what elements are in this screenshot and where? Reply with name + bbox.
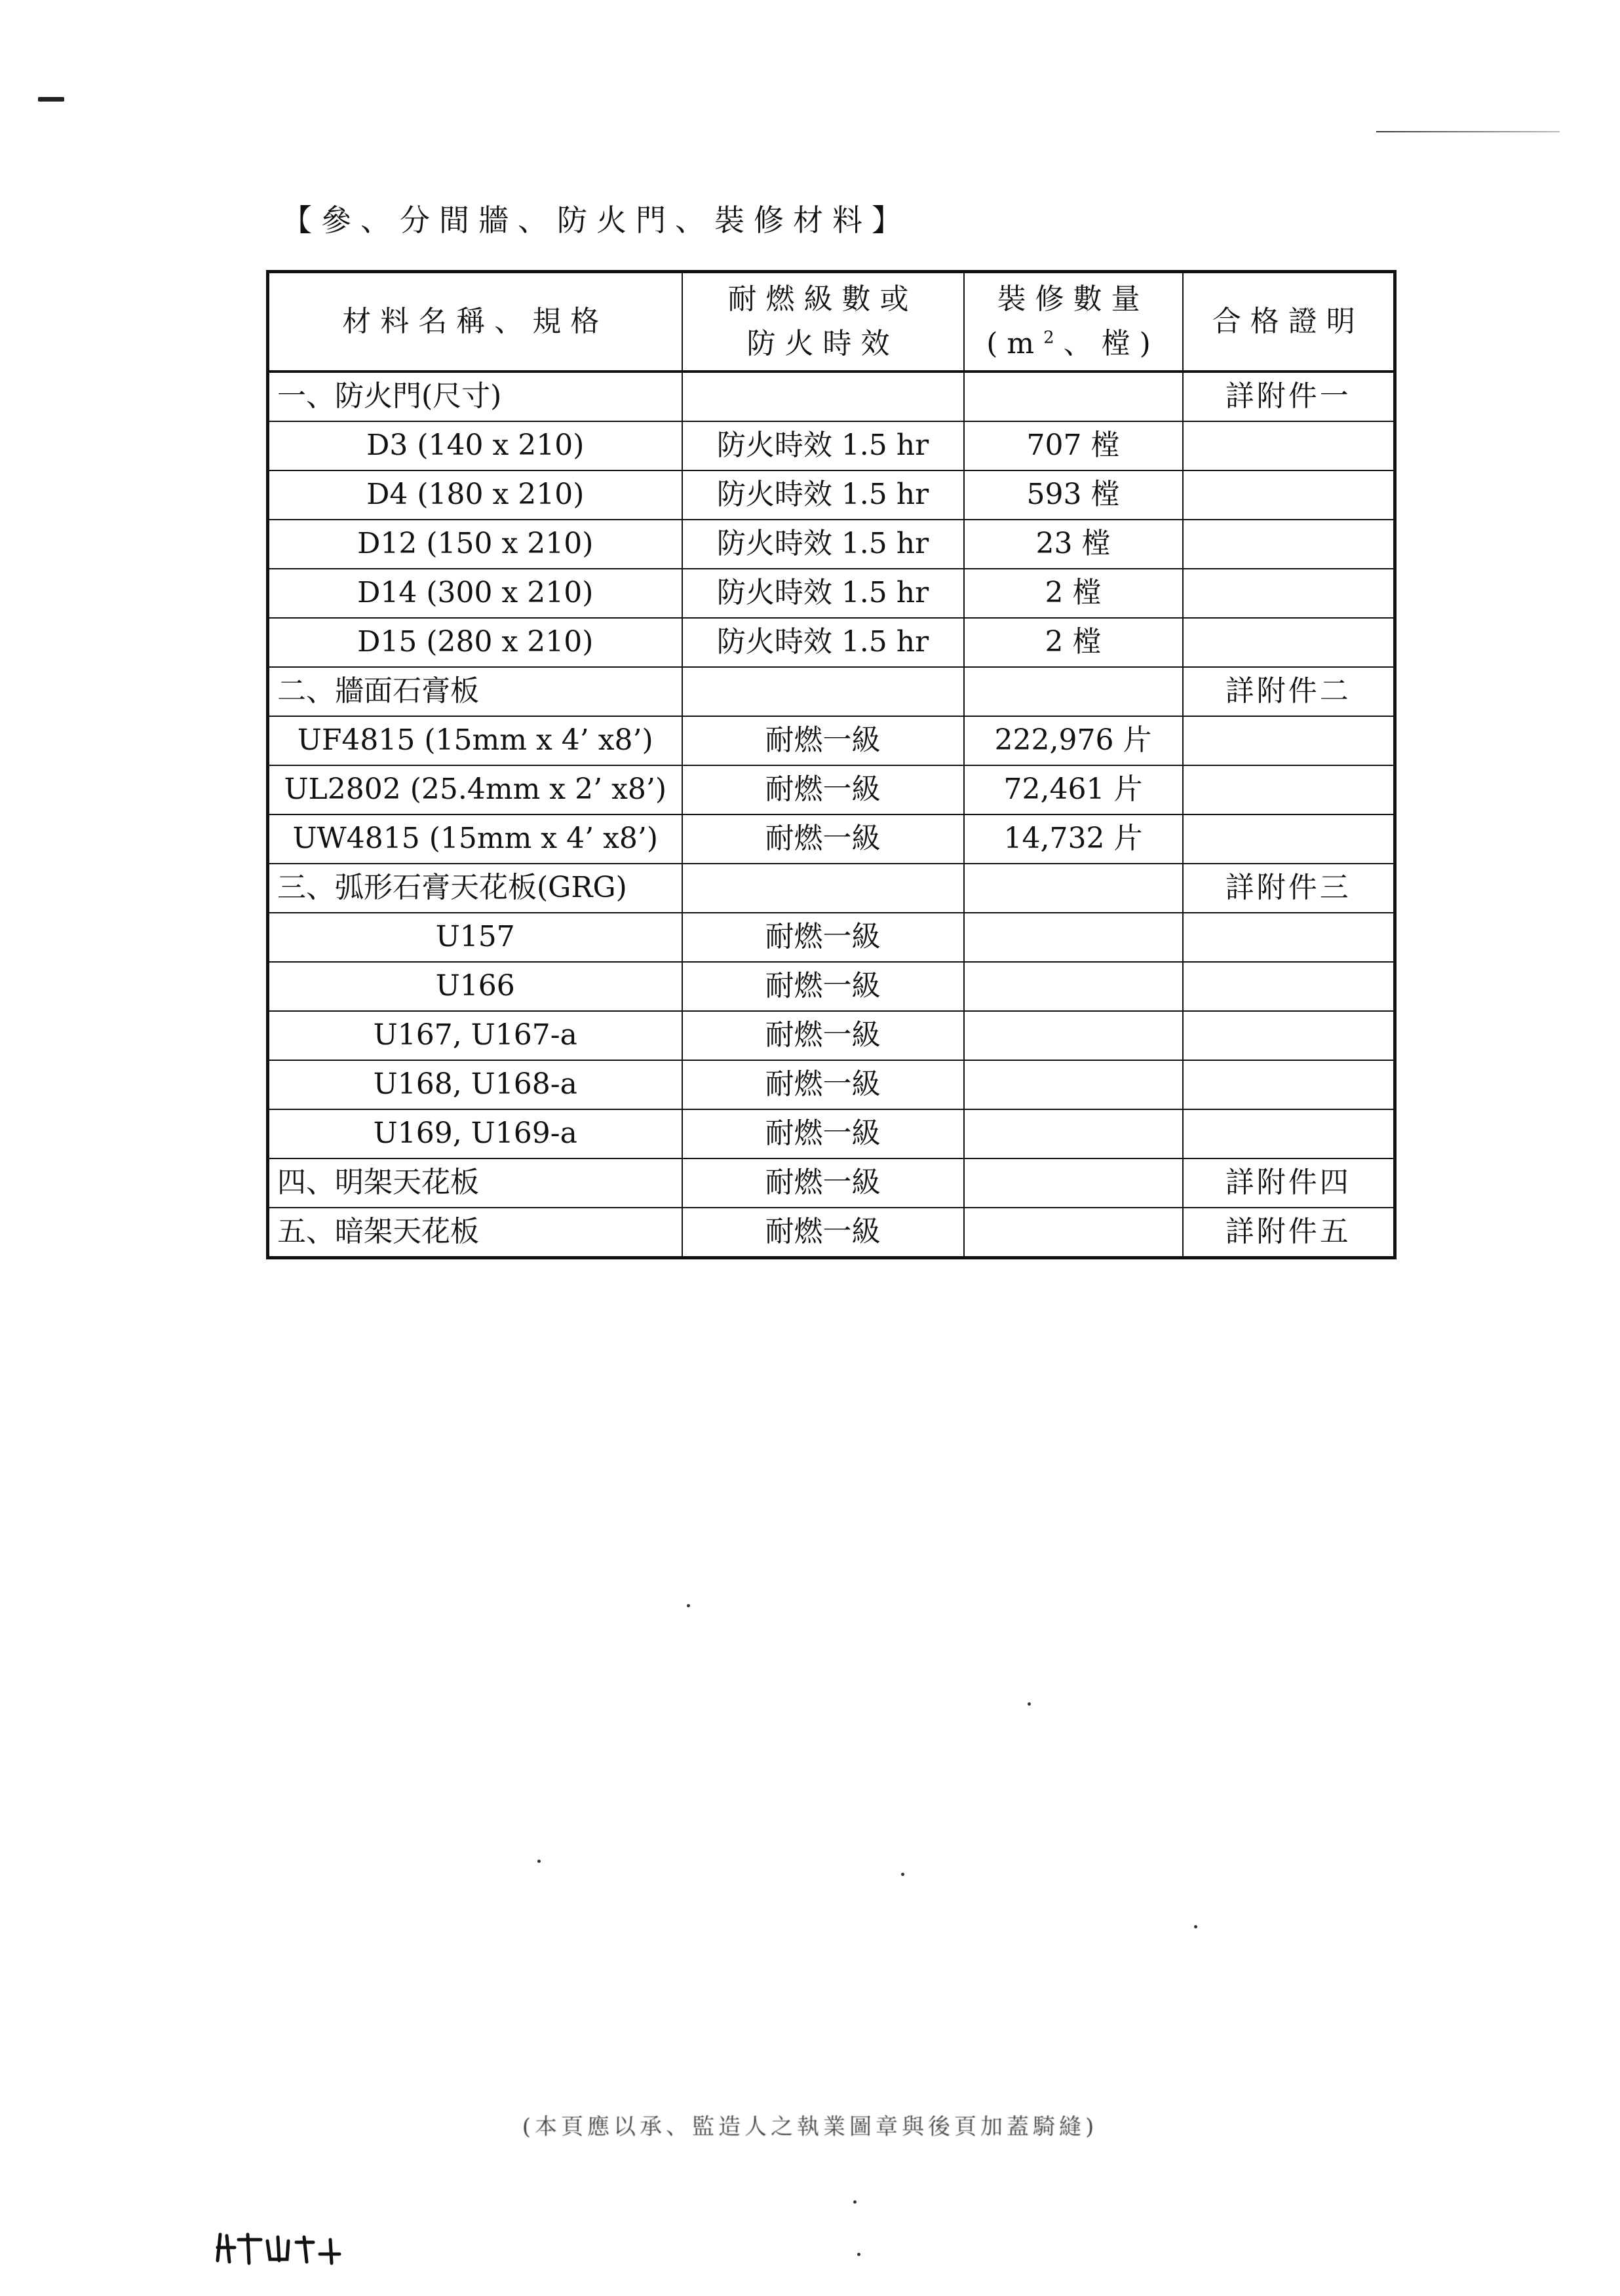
cell-fire-rating: 耐燃一級 — [682, 814, 964, 864]
table-header-row — [268, 272, 1395, 372]
cell-certificate — [1183, 1060, 1395, 1109]
cell-material-name: D4 (180 x 210) — [268, 470, 682, 520]
cell-certificate: 詳附件二 — [1183, 667, 1395, 716]
cell-material-name: U167, U167-a — [268, 1011, 682, 1060]
cell-quantity: 593 樘 — [964, 470, 1183, 520]
cell-fire-rating: 耐燃一級 — [682, 1109, 964, 1158]
table-row — [268, 765, 1395, 814]
header-fire-rating-line2: 防火時效 — [746, 327, 899, 360]
table-row — [268, 1109, 1395, 1158]
header-fire-rating — [682, 272, 964, 372]
cell-certificate — [1183, 470, 1395, 520]
cell-fire-rating: 防火時效 1.5 hr — [682, 569, 964, 618]
cell-material-name: 二、牆面石膏板 — [268, 667, 682, 716]
cell-quantity — [964, 667, 1183, 716]
cell-quantity: 2 樘 — [964, 569, 1183, 618]
cell-fire-rating: 耐燃一級 — [682, 913, 964, 962]
cell-fire-rating — [682, 667, 964, 716]
table-row — [268, 1060, 1395, 1109]
cell-quantity — [964, 962, 1183, 1011]
table-row — [268, 814, 1395, 864]
cell-certificate: 詳附件三 — [1183, 864, 1395, 913]
cell-fire-rating: 耐燃一級 — [682, 1060, 964, 1109]
cell-quantity: 707 樘 — [964, 421, 1183, 470]
header-quantity-line1: 裝修數量 — [997, 282, 1149, 316]
cell-fire-rating: 防火時效 1.5 hr — [682, 421, 964, 470]
cell-certificate: 詳附件五 — [1183, 1208, 1395, 1258]
cell-certificate — [1183, 520, 1395, 569]
materials-table — [266, 270, 1397, 1259]
table-row — [268, 470, 1395, 520]
table-row — [268, 913, 1395, 962]
cell-fire-rating — [682, 864, 964, 913]
table-row — [268, 520, 1395, 569]
cell-quantity: 23 樘 — [964, 520, 1183, 569]
cell-material-name: D12 (150 x 210) — [268, 520, 682, 569]
cell-quantity — [964, 1158, 1183, 1208]
category-row — [268, 372, 1395, 421]
cell-quantity — [964, 913, 1183, 962]
header-quantity-unit-pre: (m — [986, 327, 1044, 360]
cell-material-name: UF4815 (15mm x 4’ x8’) — [268, 716, 682, 765]
category-row — [268, 1158, 1395, 1208]
scan-speck — [1194, 1925, 1197, 1928]
cell-certificate — [1183, 421, 1395, 470]
cell-material-name: UL2802 (25.4mm x 2’ x8’) — [268, 765, 682, 814]
cell-quantity — [964, 372, 1183, 421]
category-row — [268, 667, 1395, 716]
header-quantity-unit-sup: 2 — [1043, 328, 1064, 348]
table-row — [268, 618, 1395, 667]
cell-fire-rating: 防火時效 1.5 hr — [682, 470, 964, 520]
cell-fire-rating: 防火時效 1.5 hr — [682, 618, 964, 667]
header-certificate — [1183, 272, 1395, 372]
table-body — [268, 372, 1395, 1258]
header-quantity-unit-post: 、樘) — [1063, 327, 1160, 360]
table-row — [268, 421, 1395, 470]
cell-quantity: 222,976 片 — [964, 716, 1183, 765]
cell-fire-rating: 耐燃一級 — [682, 716, 964, 765]
scan-artifact-line — [1376, 131, 1560, 132]
cell-quantity — [964, 1060, 1183, 1109]
cell-certificate — [1183, 716, 1395, 765]
scan-speck — [537, 1860, 541, 1863]
cell-material-name: UW4815 (15mm x 4’ x8’) — [268, 814, 682, 864]
signature-mark — [215, 2228, 346, 2267]
cell-certificate: 詳附件四 — [1183, 1158, 1395, 1208]
cell-material-name: 四、明架天花板 — [268, 1158, 682, 1208]
cell-material-name: 五、暗架天花板 — [268, 1208, 682, 1258]
header-quantity — [964, 272, 1183, 372]
cell-material-name: D3 (140 x 210) — [268, 421, 682, 470]
cell-certificate — [1183, 1011, 1395, 1060]
table-row — [268, 569, 1395, 618]
header-material-name — [268, 272, 682, 372]
cell-certificate — [1183, 765, 1395, 814]
scan-speck — [1028, 1702, 1031, 1706]
cell-quantity — [964, 1208, 1183, 1258]
cell-quantity: 14,732 片 — [964, 814, 1183, 864]
cell-certificate — [1183, 814, 1395, 864]
category-row — [268, 1208, 1395, 1258]
scan-speck — [687, 1604, 690, 1607]
category-row — [268, 864, 1395, 913]
cell-certificate — [1183, 913, 1395, 962]
header-certificate-label: 合格證明 — [1212, 304, 1364, 338]
cell-certificate — [1183, 618, 1395, 667]
cell-fire-rating: 耐燃一級 — [682, 765, 964, 814]
scan-speck — [853, 2200, 857, 2204]
header-fire-rating-line1: 耐燃級數或 — [727, 282, 918, 316]
table-row — [268, 962, 1395, 1011]
cell-quantity: 72,461 片 — [964, 765, 1183, 814]
cell-fire-rating: 防火時效 1.5 hr — [682, 520, 964, 569]
table-row — [268, 1011, 1395, 1060]
cell-certificate — [1183, 962, 1395, 1011]
cell-quantity — [964, 1011, 1183, 1060]
cell-material-name: D15 (280 x 210) — [268, 618, 682, 667]
scan-speck — [857, 2253, 860, 2256]
cell-fire-rating: 耐燃一級 — [682, 1011, 964, 1060]
scan-artifact-mark — [38, 97, 64, 102]
cell-quantity — [964, 864, 1183, 913]
cell-material-name: U166 — [268, 962, 682, 1011]
cell-fire-rating: 耐燃一級 — [682, 1158, 964, 1208]
table-header — [268, 272, 1395, 372]
cell-certificate: 詳附件一 — [1183, 372, 1395, 421]
cell-certificate — [1183, 569, 1395, 618]
cell-quantity — [964, 1109, 1183, 1158]
cell-fire-rating: 耐燃一級 — [682, 1208, 964, 1258]
cell-fire-rating — [682, 372, 964, 421]
section-title: 【參、分間牆、防火門、裝修材料】 — [282, 202, 911, 238]
scan-speck — [901, 1873, 904, 1876]
cell-quantity: 2 樘 — [964, 618, 1183, 667]
cell-certificate — [1183, 1109, 1395, 1158]
cell-material-name: 一、防火門(尺寸) — [268, 372, 682, 421]
table-row — [268, 716, 1395, 765]
cell-material-name: U157 — [268, 913, 682, 962]
cell-fire-rating: 耐燃一級 — [682, 962, 964, 1011]
cell-material-name: D14 (300 x 210) — [268, 569, 682, 618]
cell-material-name: U169, U169-a — [268, 1109, 682, 1158]
header-quantity-line2 — [973, 322, 1174, 366]
cell-material-name: 三、弧形石膏天花板(GRG) — [268, 864, 682, 913]
footer-note: (本頁應以承、監造人之執業圖章與後頁加蓋騎縫) — [522, 2114, 1098, 2140]
header-material-name-label: 材料名稱、規格 — [342, 304, 609, 338]
cell-material-name: U168, U168-a — [268, 1060, 682, 1109]
